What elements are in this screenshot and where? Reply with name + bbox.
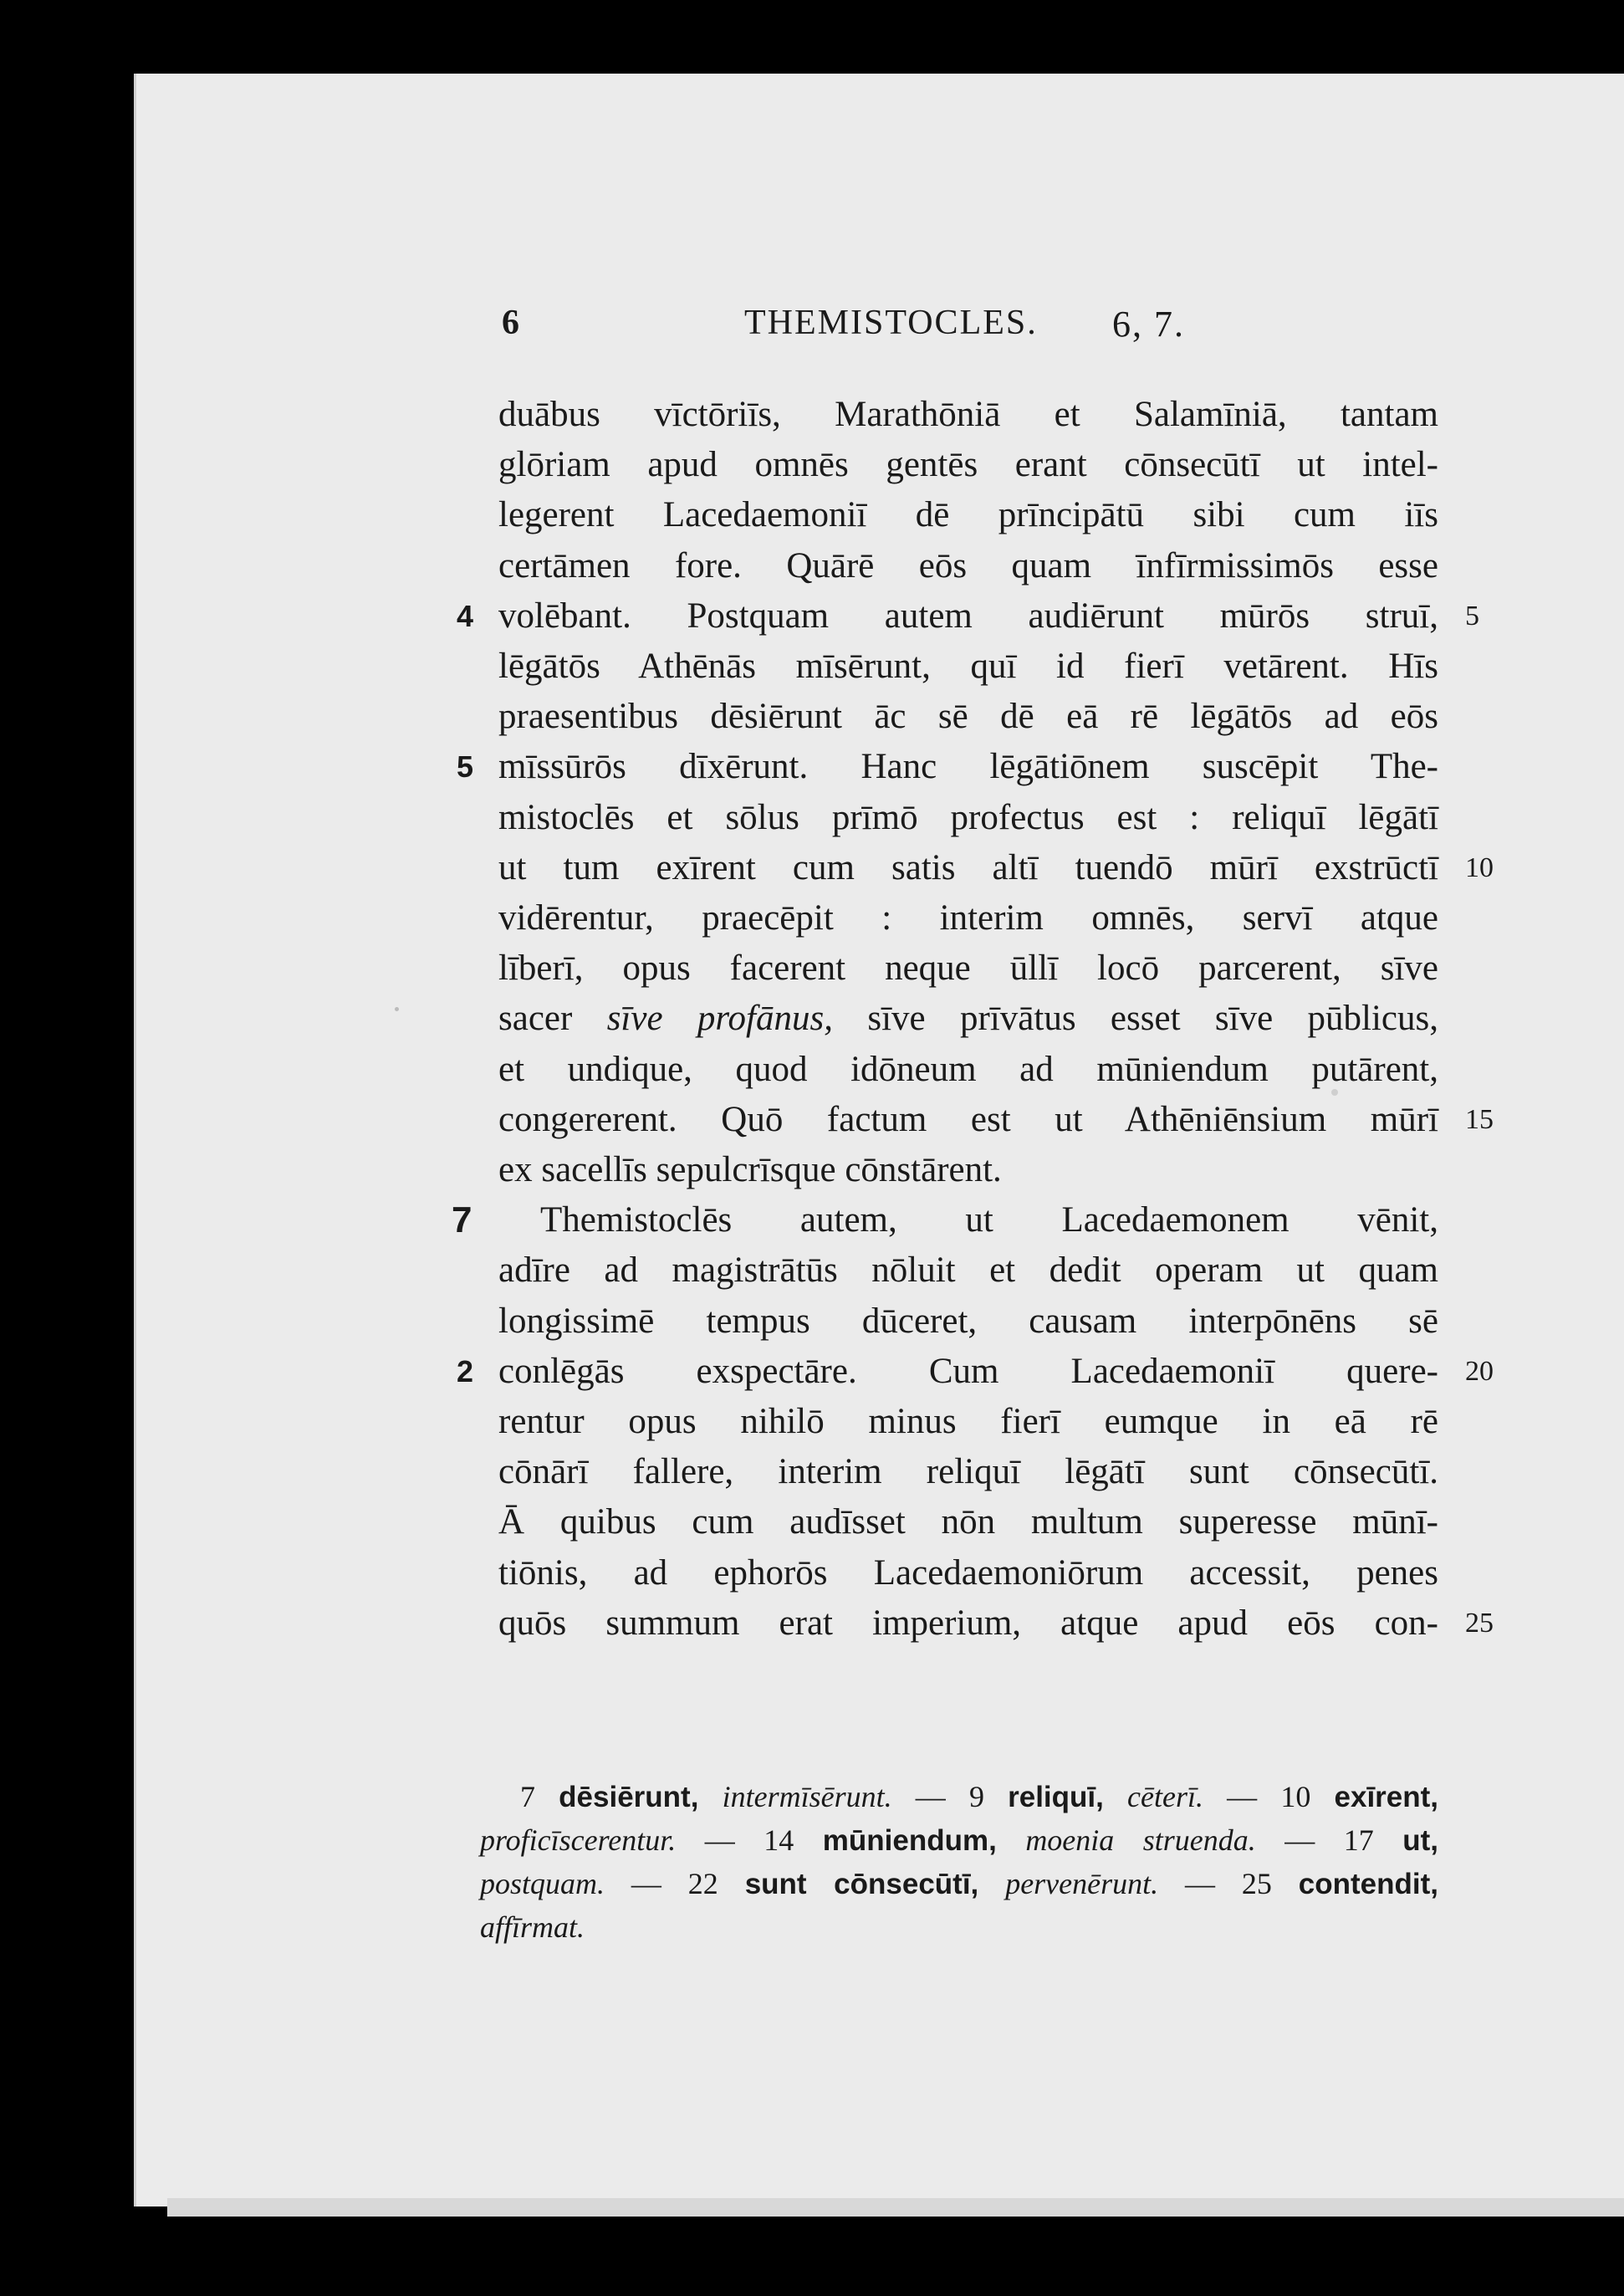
footnote-line: affīrmat. [480, 1910, 585, 1944]
section-number: 2 [457, 1354, 474, 1388]
text-line: līberī, opus facerent neque ūllī locō parcerent, sīve [498, 949, 1438, 988]
text-line: Themistoclēs autem, ut Lacedaemonem vēnit, [540, 1200, 1438, 1240]
footnote-line: 7 dēsiērunt, intermīsērunt. — 9 reliquī, cēterī. — 10 exīrent, [520, 1780, 1439, 1813]
text-line: congererent. Quō factum est ut Athēniēnsium mūrī [498, 1100, 1438, 1139]
text-line: mistoclēs et sōlus prīmō profectus est : reliquī lēgātī [498, 798, 1438, 837]
text-line: legerent Lacedaemoniī dē prīncipātū sibi cum iīs [498, 495, 1438, 534]
text-line: sacer sīve profānus, sīve prīvātus esset sīve pūblicus, [498, 999, 1438, 1038]
line-number: 20 [1465, 1356, 1494, 1387]
text-line: adīre ad magistrātūs nōluit et dedit operam ut quam [498, 1250, 1438, 1290]
text-line: mīssūrōs dīxērunt. Hanc lēgātiōnem suscēpit The- [498, 747, 1438, 786]
footnote-line: postquam. — 22 sunt cōnsecūtī, pervenērunt. — 25 contendit, [480, 1867, 1439, 1900]
text-line: praesentibus dēsiērunt āc sē dē eā rē lēgātōs ad eōs [498, 697, 1438, 736]
running-header [502, 303, 1271, 353]
text-line: longissimē tempus dūceret, causam interpōnēns sē [498, 1301, 1438, 1341]
chapter-numbers: 6, 7. [1112, 304, 1185, 345]
line-number: 15 [1465, 1104, 1494, 1135]
text-line: vidērentur, praecēpit : interim omnēs, servī atque [498, 898, 1438, 938]
text-line: glōriam apud omnēs gentēs erant cōnsecūtī ut intel- [498, 445, 1438, 484]
text-line: volēbant. Postquam autem audiērunt mūrōs struī, [498, 596, 1438, 636]
page-number: 6 [502, 304, 521, 342]
paper-speck [1331, 1089, 1338, 1096]
text-line: quōs summum erat imperium, atque apud eōs con- [498, 1603, 1438, 1643]
section-number: 7 [452, 1199, 472, 1240]
text-line: rentur opus nihilō minus fierī eumque in eā rē [498, 1402, 1438, 1441]
text-line: ut tum exīrent cum satis altī tuendō mūrī exstrūctī [498, 848, 1438, 887]
section-number: 5 [457, 749, 474, 784]
text-line: cōnārī fallere, interim reliquī lēgātī sunt cōnsecūtī. [498, 1452, 1438, 1491]
text-line: et undique, quod idōneum ad mūniendum putārent, [498, 1050, 1438, 1089]
text-line: Ā quibus cum audīsset nōn multum superesse mūnī- [498, 1502, 1438, 1542]
paper-speck [395, 1007, 399, 1011]
page-edge [167, 2198, 1624, 2217]
text-line: ex sacellīs sepulcrīsque cōnstārent. [498, 1150, 1002, 1189]
line-number: 10 [1465, 852, 1494, 883]
line-number: 5 [1465, 601, 1479, 632]
text-line: lēgātōs Athēnās mīsērunt, quī id fierī vetārent. Hīs [498, 647, 1438, 686]
text-line: certāmen fore. Quārē eōs quam īnfīrmissimōs esse [498, 546, 1438, 586]
section-number: 4 [457, 599, 474, 633]
text-line: duābus vīctōriīs, Marathōniā et Salamīniā, tantam [498, 395, 1438, 434]
text-line: tiōnis, ad ephorōs Lacedaemoniōrum accessit, penes [498, 1553, 1438, 1593]
text-line: conlēgās exspectāre. Cum Lacedaemoniī quere- [498, 1352, 1438, 1391]
footnote-line: proficīscerentur. — 14 mūniendum, moenia struenda. — 17 ut, [480, 1823, 1438, 1857]
running-title: THEMISTOCLES. [744, 304, 1038, 342]
line-number: 25 [1465, 1608, 1494, 1639]
